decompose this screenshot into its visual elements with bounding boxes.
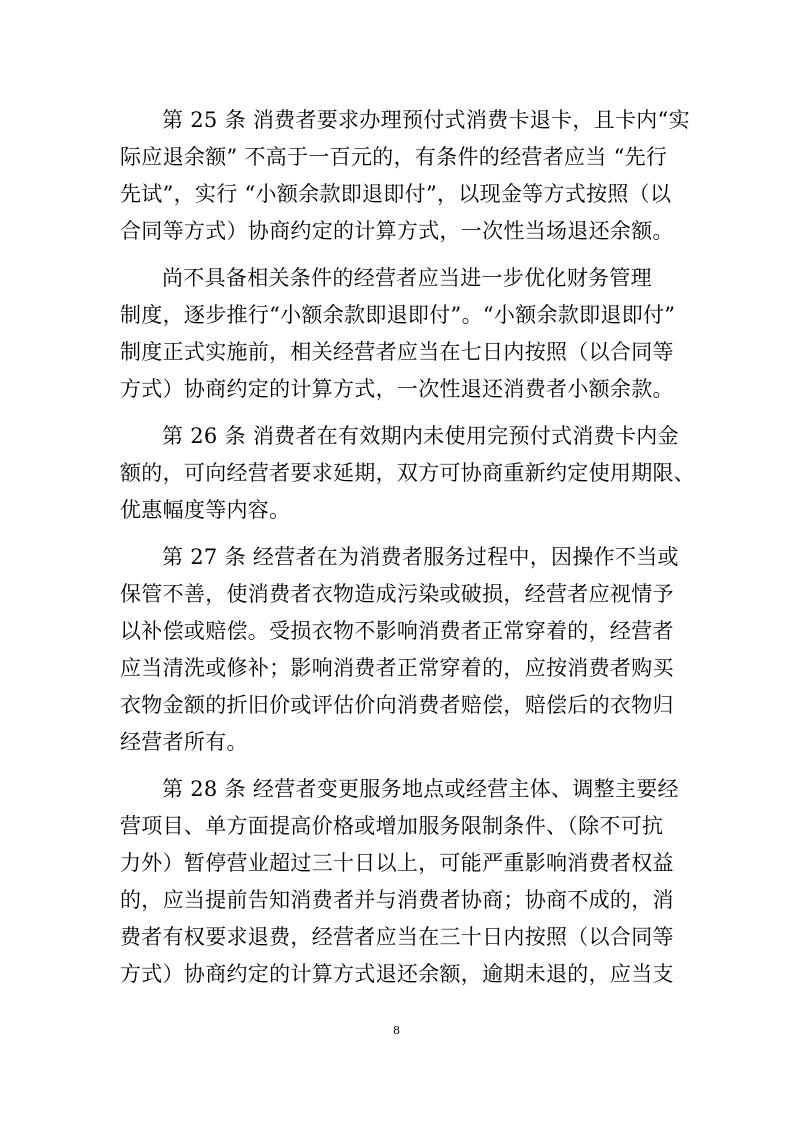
paragraph-line — [120, 808, 680, 845]
paragraph-first-line — [120, 102, 690, 139]
line-text: 衣物金额的折旧价或评估价向消费者赔偿，赔偿后的衣物归 — [120, 693, 674, 717]
line-text: 保管不善，使消费者衣物造成污染或破损，经营者应视情予 — [120, 582, 674, 606]
paragraph-line — [120, 882, 680, 919]
paragraph-line — [120, 956, 680, 993]
line-text: 经营者所有。 — [120, 730, 248, 754]
line-text: 第 26 条 消费者在有效期内未使用完预付式消费卡内金 — [162, 424, 679, 448]
paragraph-first-line — [120, 539, 680, 576]
line-text: 第 28 条 经营者变更服务地点或经营主体、调整主要经 — [162, 777, 679, 801]
paragraph-line — [120, 492, 680, 529]
paragraph-line — [120, 334, 680, 371]
paragraph-first-line — [120, 418, 680, 455]
paragraph-first-line — [120, 260, 680, 297]
line-text: 费者有权要求退费，经营者应当在三十日内按照（以合同等 — [120, 925, 674, 949]
line-text: 制度，逐步推行“小额余款即退即付”。“小额余款即退即付” — [120, 303, 676, 327]
paragraph-line — [120, 919, 680, 956]
paragraph-line — [120, 613, 680, 650]
line-text: 方式）协商约定的计算方式，一次性退还消费者小额余款。 — [120, 377, 674, 401]
line-text: 应当清洗或修补；影响消费者正常穿着的，应按消费者购买 — [120, 656, 674, 680]
line-text: 营项目、单方面提高价格或增加服务限制条件、（除不可抗 — [120, 814, 664, 838]
paragraph-line — [120, 371, 680, 408]
line-text: 尚不具备相关条件的经营者应当进一步优化财务管理 — [162, 266, 652, 290]
line-text: 方式）协商约定的计算方式退还余额，逾期未退的，应当支 — [120, 962, 674, 986]
document-body — [120, 102, 696, 993]
line-text: 的，应当提前告知消费者并与消费者协商；协商不成的，消 — [120, 888, 674, 912]
paragraph-line — [120, 576, 680, 613]
page-number: 8 — [393, 1024, 400, 1037]
paragraph-line — [120, 213, 680, 250]
paragraph-line — [120, 650, 680, 687]
paragraph-first-line — [120, 771, 680, 808]
line-text: 优惠幅度等内容。 — [120, 498, 291, 522]
paragraph-line — [120, 139, 680, 176]
line-text: 制度正式实施前，相关经营者应当在七日内按照（以合同等 — [120, 340, 674, 364]
line-text: 第 27 条 经营者在为消费者服务过程中，因操作不当或 — [162, 545, 679, 569]
paragraph-line — [120, 176, 680, 213]
paragraph-line — [120, 455, 696, 492]
line-text: 以补偿或赔偿。受损衣物不影响消费者正常穿着的，经营者 — [120, 619, 674, 643]
paragraph-line — [120, 724, 680, 761]
line-text: 合同等方式）协商约定的计算方式，一次性当场退还余额。 — [120, 219, 674, 243]
line-text: 际应退余额” 不高于一百元的，有条件的经营者应当 “先行 — [120, 145, 668, 169]
line-text: 先试”，实行 “小额余款即退即付”，以现金等方式按照（以 — [120, 182, 672, 206]
paragraph-line — [120, 845, 680, 882]
line-text: 第 25 条 消费者要求办理预付式消费卡退卡，且卡内“实 — [162, 108, 690, 132]
line-text: 额的，可向经营者要求延期，双方可协商重新约定使用期限、 — [120, 461, 696, 485]
paragraph-line — [120, 687, 680, 724]
paragraph-line — [120, 297, 680, 334]
line-text: 力外）暂停营业超过三十日以上，可能严重影响消费者权益 — [120, 851, 674, 875]
